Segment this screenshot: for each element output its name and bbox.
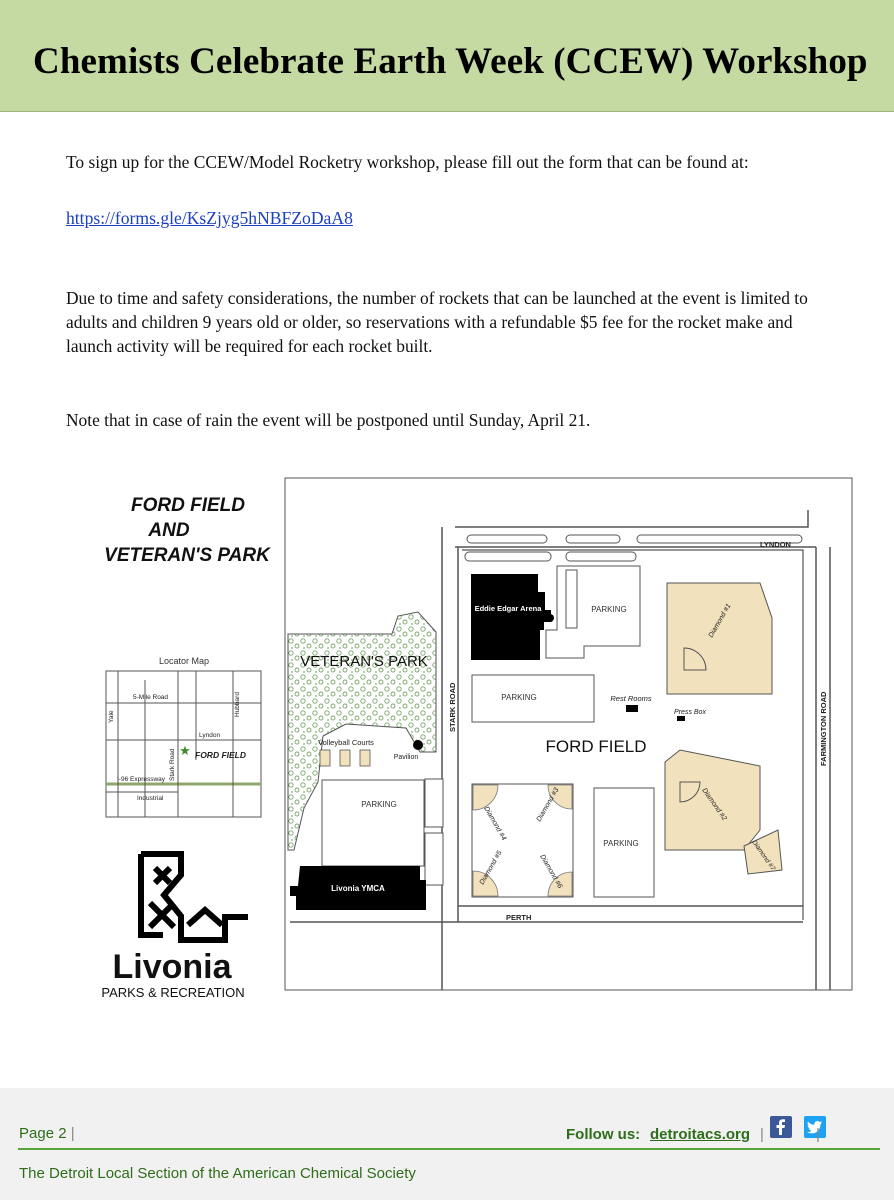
page-separator: |	[70, 1125, 75, 1142]
livonia-logo	[101, 854, 248, 1000]
label-perth: PERTH	[506, 913, 532, 922]
page-title: Chemists Celebrate Earth Week (CCEW) Workshop	[33, 41, 868, 82]
label-ymca: Livonia YMCA	[331, 884, 385, 893]
label-volleyball: Volleyball Courts	[318, 738, 374, 747]
page-header	[0, 0, 894, 112]
locator-star-icon: ★	[179, 743, 191, 758]
website-link[interactable]: detroitacs.org	[650, 1126, 751, 1143]
label-ford-field: FORD FIELD	[545, 737, 647, 756]
footer-divider	[18, 1148, 880, 1150]
locator-title: Locator Map	[158, 656, 210, 666]
page-number-label	[19, 1125, 75, 1142]
diamond-1	[667, 583, 772, 694]
map-title-line-2: AND	[148, 520, 190, 541]
label-diamond-2: Diamond #2	[700, 787, 728, 823]
press-box-building	[677, 716, 685, 721]
locator-place: FORD FIELD	[195, 750, 246, 760]
safety-note: Due to time and safety considerations, the number of rockets that can be launched at the event is limited to adults and children 9 years old or older, so reservations with a refundable $5 fee for the rocket make and launch activity will be required for each rocket built.	[66, 288, 808, 356]
label-diamond-7: Diamond #7	[750, 839, 777, 872]
locator-road-yale: Yale	[108, 710, 115, 723]
label-farmington: FARMINGTON ROAD	[819, 691, 828, 766]
organization-name: The Detroit Local Section of the American Chemical Society	[19, 1165, 416, 1182]
footer-separator-2: |	[816, 1126, 820, 1143]
label-veterans-park: VETERAN'S PARK	[300, 653, 428, 670]
park-map-area	[0, 470, 894, 1010]
locator-road-lyndon: Lyndon	[199, 732, 221, 739]
park-map	[0, 470, 894, 1010]
label-diamond-3: Diamond #3	[535, 786, 561, 823]
page-footer	[0, 1088, 894, 1200]
twitter-icon[interactable]	[804, 1116, 826, 1138]
locator-road-industrial: Industrial	[137, 795, 164, 802]
label-pavilion: Pavilion	[393, 754, 419, 761]
label-parking-south: PARKING	[603, 839, 639, 848]
rest-rooms-building	[626, 705, 638, 712]
locator-road-i96: I-96 Expressway	[117, 776, 166, 783]
map-title-line-3: VETERAN'S PARK	[104, 545, 270, 566]
label-parking-middle: PARKING	[501, 693, 537, 702]
livonia-logo-sub: PARKS & RECREATION	[101, 985, 245, 1000]
label-lyndon: LYNDON	[760, 540, 791, 549]
follow-us-label: Follow us:	[566, 1126, 641, 1143]
label-diamond-4: Diamond #4	[482, 805, 508, 842]
label-diamond-6: Diamond #6	[538, 853, 564, 890]
rain-note: Note that in case of rain the event will be postponed until Sunday, April 21.	[66, 410, 591, 430]
label-arena: Eddie Edgar Arena	[474, 604, 542, 613]
signup-instructions: To sign up for the CCEW/Model Rocketry workshop, please fill out the form that can be found at:	[66, 152, 749, 172]
facebook-icon[interactable]	[770, 1116, 792, 1138]
footer-separator-1: |	[760, 1126, 764, 1143]
locator-road-hubbard: Hubbard	[234, 692, 241, 717]
locator-map	[106, 656, 261, 817]
label-diamond-1: Diamond #1	[707, 602, 733, 639]
signup-form-link[interactable]: https://forms.gle/KsZjyg5hNBFZoDaA8	[66, 208, 353, 228]
livonia-logo-name: Livonia	[112, 948, 232, 986]
map-title-line-1: FORD FIELD	[131, 495, 245, 516]
label-parking-arena: PARKING	[591, 605, 627, 614]
label-stark: STARK ROAD	[448, 682, 457, 732]
label-press-box: Press Box	[674, 709, 706, 716]
locator-road-stark: Stark Road	[169, 748, 176, 781]
label-diamond-5: Diamond #5	[478, 849, 504, 886]
label-parking-veterans: PARKING	[361, 800, 397, 809]
page-number: Page 2	[19, 1125, 67, 1142]
pavilion-marker	[413, 740, 423, 750]
locator-road-5mile: 5-Mile Road	[133, 694, 169, 701]
label-rest-rooms: Rest Rooms	[610, 694, 652, 703]
